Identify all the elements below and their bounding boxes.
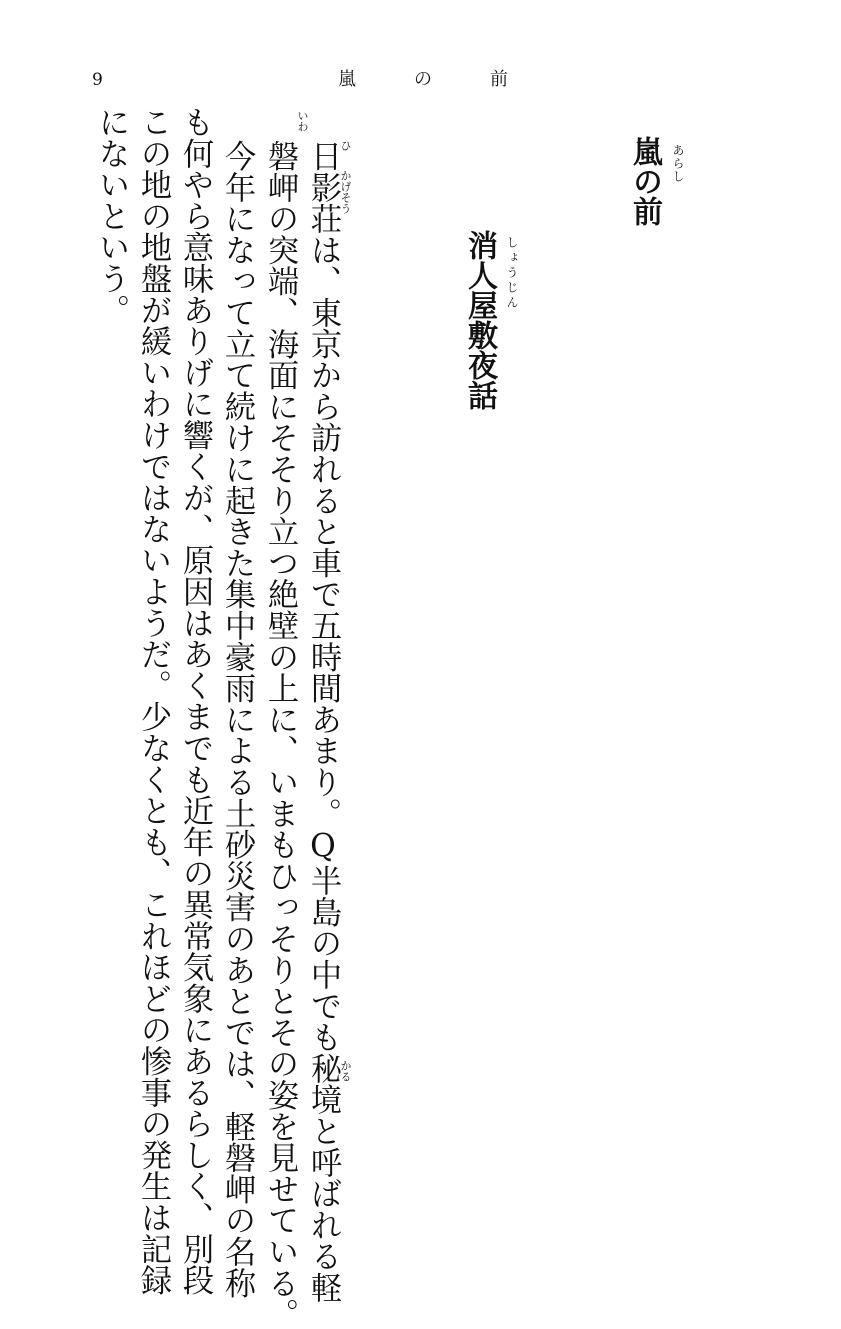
body-line-3: 今年になって立て続けに起きた集中豪雨による土砂災害のあとでは、軽磐岬の名称 [219, 140, 255, 1299]
body-line-2: 磐岬の突端、海面にそそり立つ絶壁の上に、いまもひっそりとその姿を見せている。 [262, 140, 298, 1329]
ruby-karu: かる [339, 1060, 352, 1082]
body-line-5: この地の地盤が緩いわけではないようだ。少なくとも、これほどの惨事の発生は記録 [135, 106, 171, 1296]
subtitle-ruby: しょうじん [505, 236, 519, 311]
body-line-1: 日影荘は、東京から訪れると車で五時間あまり。Q半島の中でも秘境と呼ばれる軽 [305, 140, 341, 1303]
page-number: 9 [92, 70, 103, 90]
running-head-char: の [414, 69, 432, 90]
running-head [338, 71, 508, 89]
chapter-title-ruby: あらし [671, 144, 685, 183]
ruby-kagesou: かげそう [339, 170, 352, 214]
running-head-char: 嵐 [338, 69, 356, 90]
ruby-iwa: いわ [296, 110, 309, 132]
body-line-6: にないという。 [93, 106, 129, 326]
body-line-4: も何やら意味ありげに響くが、原因はあくまでも近年の異常気象にあるらしく、別段 [177, 106, 213, 1296]
running-head-char: 前 [490, 69, 508, 90]
ruby-hi: ひ [339, 140, 352, 151]
subtitle: 消人屋敷夜話 [462, 230, 497, 410]
chapter-title: 嵐の前 [627, 136, 662, 226]
